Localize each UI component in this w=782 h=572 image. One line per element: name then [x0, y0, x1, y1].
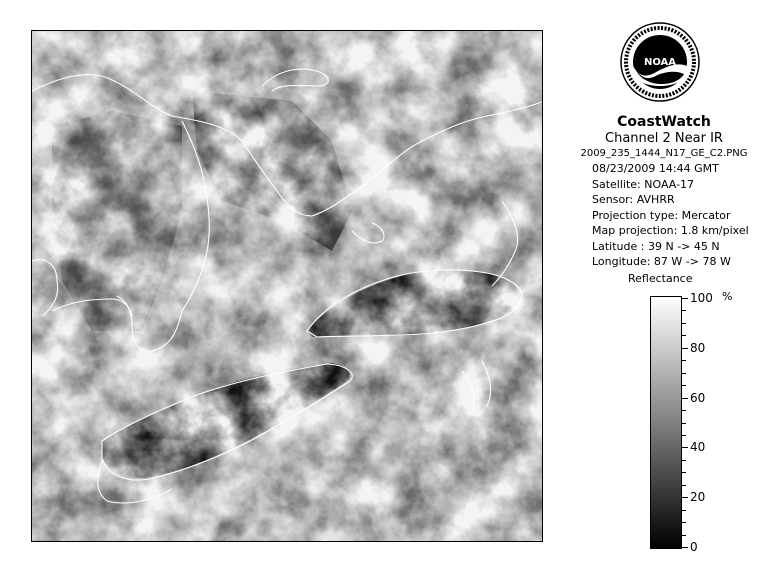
colorbar-tick	[682, 398, 688, 399]
logo-center-text: NOAA	[643, 57, 677, 68]
colorbar-tick	[682, 385, 686, 386]
colorbar-tick-label: 20	[690, 490, 706, 504]
colorbar-tick	[682, 435, 686, 436]
scale-title: Reflectance	[628, 272, 693, 285]
noaa-logo	[620, 22, 700, 102]
channel-label: Channel 2 Near IR	[605, 131, 723, 146]
projection-type-label: Projection type: Mercator	[592, 208, 731, 222]
colorbar-tick	[682, 310, 686, 311]
colorbar-tick	[682, 547, 688, 548]
colorbar-tick	[682, 348, 688, 349]
latitude-label: Latitude : 39 N -> 45 N	[592, 239, 720, 253]
colorbar-tick-label: 80	[690, 341, 706, 355]
image-info-panel	[566, 114, 762, 270]
scale-unit: %	[722, 290, 733, 303]
colorbar-tick	[682, 423, 686, 424]
colorbar-tick	[682, 360, 686, 361]
colorbar-tick	[682, 497, 688, 498]
reflectance-colorbar	[650, 296, 682, 549]
colorbar-tick-label: 60	[690, 391, 706, 405]
colorbar-tick-label: 100	[690, 291, 713, 305]
colorbar-tick	[682, 485, 686, 486]
colorbar-tick	[682, 335, 686, 336]
map-projection-label: Map projection: 1.8 km/pixel	[592, 224, 749, 237]
longitude-label: Longitude: 87 W -> 78 W	[592, 255, 731, 268]
colorbar-tick	[682, 460, 686, 461]
colorbar-tick	[682, 323, 686, 324]
colorbar-tick	[682, 447, 688, 448]
colorbar-tick	[682, 373, 686, 374]
colorbar-tick	[682, 298, 688, 299]
colorbar-tick	[682, 522, 686, 523]
colorbar-tick	[682, 535, 686, 536]
filename-label: 2009_235_1444_N17_GE_C2.PNG	[580, 148, 748, 159]
colorbar-tick	[682, 410, 686, 411]
colorbar-tick-label: 40	[690, 440, 706, 454]
brand-title: CoastWatch	[617, 114, 711, 130]
colorbar-tick	[682, 510, 686, 511]
colorbar-tick	[682, 472, 686, 473]
colorbar-tick-label: 0	[690, 540, 698, 554]
sensor-label: Sensor: AVHRR	[592, 193, 675, 206]
datetime-label: 08/23/2009 14:44 GMT	[592, 162, 719, 175]
satellite-image	[31, 30, 543, 542]
satellite-label: Satellite: NOAA-17	[592, 177, 695, 191]
satellite-imagery-svg	[32, 31, 543, 542]
